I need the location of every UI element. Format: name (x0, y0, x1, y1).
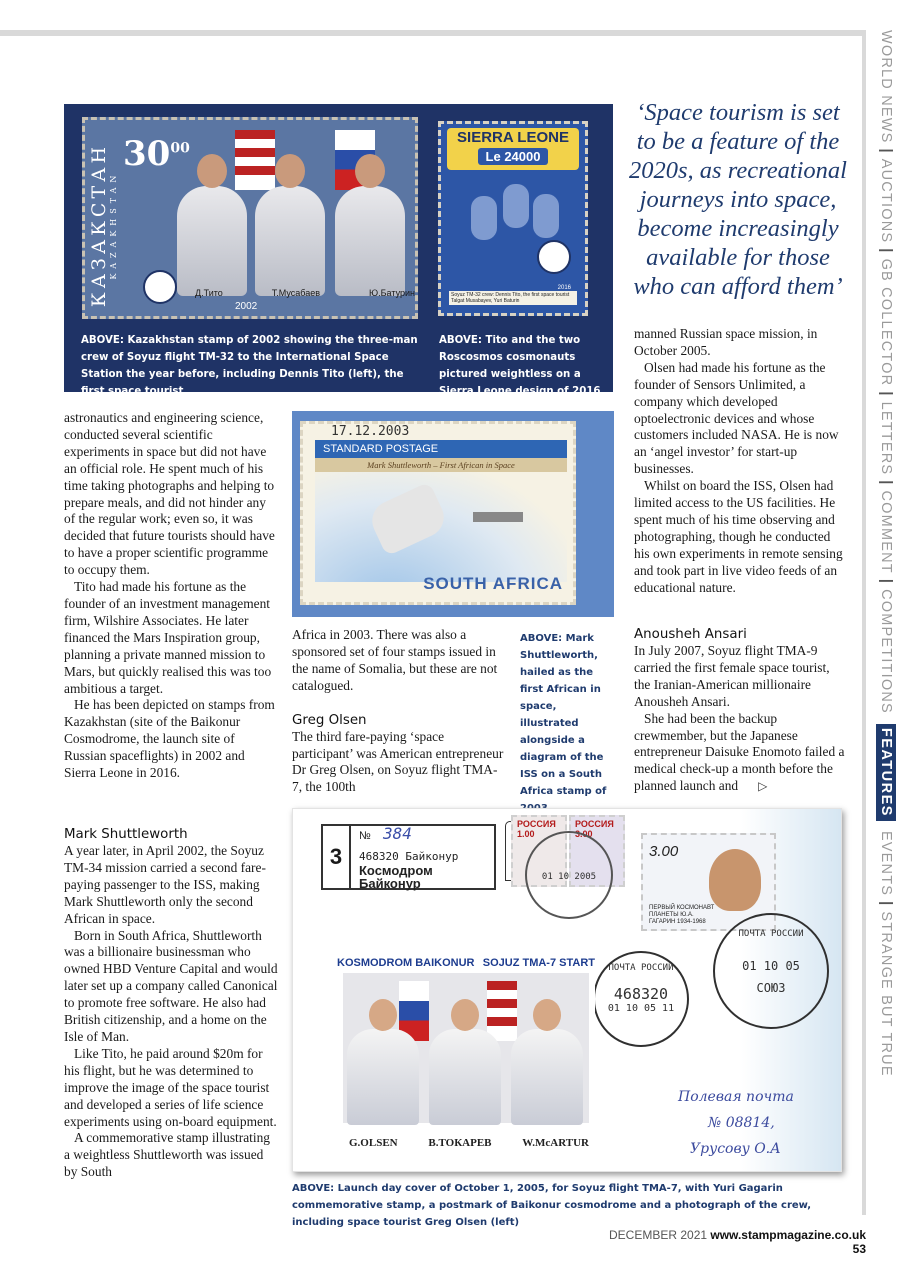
paragraph: Born in South Africa, Shuttleworth was a billionaire businessman who owned HBD Venture Capital and would later set up a company called Canonical to promote free software. He also had British citizenship, and a home on the Isle of Man. (64, 927, 278, 1044)
paragraph: Olsen had made his fortune as the founder of Sensors Unlimited, a company which developed optoelectronic devices and whose customers included NASA. He is now an ‘angel investor’ for start-up businesses. (634, 359, 839, 477)
crew-tokarev (429, 1029, 501, 1125)
south-africa-stamp-image (292, 411, 614, 617)
registration-label (321, 824, 496, 890)
astronaut-musabayev (255, 186, 325, 296)
page-footer (596, 1228, 866, 1256)
astronaut-tito (177, 186, 247, 296)
handwritten-address: Полевая почта № 08814, Урусову О.А (678, 1089, 794, 1157)
reg-number: 384 (383, 824, 412, 843)
heading-shuttleworth: Mark Shuttleworth (64, 827, 188, 842)
crew-photograph (337, 957, 595, 1155)
crew-name-olsen: G.OLSEN (349, 1137, 398, 1149)
caption-south-africa: ABOVE: Mark Shuttleworth, hailed as the first African in space, illustrated alongside a diagram of the ISS on a South Africa stamp of (520, 633, 607, 797)
paragraph: A year later, in April 2002, the Soyuz TM-34 mission carried a second fare-paying passenger to the ISS, making Mark Shuttleworth only the second African in space. (64, 843, 266, 926)
pull-quote: ‘Space tourism is set to be a feature of the 2020s, as recreational journeys into space, become increasingly available for those who can afford them’ (629, 99, 847, 300)
heading-ansari: Anousheh Ansari (634, 627, 747, 642)
gagarin-value: 3.00 (649, 843, 679, 860)
nav-comment[interactable]: COMMENT (878, 490, 894, 574)
paragraph: astronautics and engineering science, conducted several scientific experiments in space but did not have an official role. He spent much of his time taking photographs and helping to prepare meals, and did not hinder any of the regular work; even so, it was decided that future tourists should have to have a proper scientific programme to occupy them. (64, 410, 275, 578)
heading-olsen: Greg Olsen (292, 712, 367, 728)
body-column-right-top (634, 326, 849, 597)
reg-address: 468320 Байконур (359, 850, 459, 863)
reg-no-label: № (359, 830, 371, 842)
nav-competitions[interactable]: COMPETITIONS (878, 589, 894, 714)
mission-logo (143, 270, 177, 304)
paragraph: He has been depicted on stamps from Kazakhstan (site of the Baikonur Cosmodrome, the launch site of Russian spaceflights) in 2002 and Sierra Leone in 2016. (64, 697, 275, 781)
postmark-baikonur: 01 10 2005 (525, 831, 613, 919)
kz-value: $30^{00}$ (123, 134, 190, 174)
nav-features[interactable]: FEATURES (876, 724, 896, 821)
page-number: 53 (852, 1242, 866, 1256)
russia-stamp-1: РОССИЯ 1.00 (511, 815, 567, 887)
nav-events[interactable]: EVENTS (878, 830, 894, 897)
reg-cosmodrome: Космодром Байконур (359, 863, 433, 891)
body-column-right-bottom (634, 626, 849, 795)
sierra-leone-stamp (438, 121, 588, 316)
body-column-left-top (64, 410, 279, 782)
floating-astronaut-1 (471, 196, 497, 240)
nav-gb-collector[interactable]: GB COLLECTOR (878, 258, 894, 387)
body-column-middle (292, 627, 507, 796)
top-rule (0, 30, 866, 36)
kz-year: 2002 (235, 301, 258, 312)
floating-astronaut-2 (503, 184, 529, 228)
paragraph: The third fare-paying ‘space participant’ was American entrepreneur Dr Greg Olsen, on Soyuz flight TMA-7, the 100th (292, 728, 504, 795)
nav-auctions[interactable]: AUCTIONS (878, 158, 894, 244)
postmark-soyuz: ПОЧТА РОССИИ 01 10 05 СОЮЗ (713, 913, 829, 1029)
paragraph: She had been the backup crewmember, but the Japanese entrepreneur Daisuke Enomoto failed a medical check-up a month before the planned launch and ▷ (634, 710, 845, 794)
gagarin-text: ПЕРВЫЙ КОСМОНАВТ ПЛАНЕТЫ Ю.А. ГАГАРИН 1934-1968 (649, 905, 715, 925)
footer-site[interactable]: www.stampmagazine.co.uk (710, 1228, 866, 1242)
caption-sierra-leone: ABOVE: Tito and the two Roscosmos cosmonauts pictured weightless on a Sierra Leone design of 2016 (439, 335, 601, 397)
floating-astronaut-3 (533, 194, 559, 238)
launch-day-cover (292, 808, 842, 1172)
sl-country: SIERRA LEONE (457, 129, 569, 146)
continue-arrow-icon: ▷ (758, 779, 768, 794)
iss-diagram (473, 512, 523, 522)
sl-year: 2016 (557, 285, 571, 291)
paragraph: Whilst on board the ISS, Olsen had limited access to the US facilities. He spent much of his time observing and photographing, though he conducted his own experiments in remote sensing and took part in live video feeds of an educational nature. (634, 478, 843, 595)
russia-stamp-2: РОССИЯ 3.00 (569, 815, 625, 887)
sa-header: STANDARD POSTAGE (315, 440, 567, 458)
kz-name-baturin: Ю.Батурин (369, 288, 415, 298)
sl-stamp-caption: Soyuz TM-32 crew: Dennis Tito, the first space tourist Talgat Musabayev, Yuri Baturin (449, 291, 577, 305)
kz-name-tito: Д.Тито (195, 288, 223, 298)
kz-country-latin: KAZAKHSTAN (109, 170, 118, 280)
body-column-left-bottom (64, 826, 279, 1181)
kazakhstan-stamp (82, 117, 418, 319)
nav-world-news[interactable]: WORLD NEWS (878, 30, 894, 144)
section-nav: WORLD NEWS | AUCTIONS | GB COLLECTOR | LETTERS | COMMENT | COMPETITIONS FEATURES EVENTS | STRANGE BUT TRUE (878, 30, 894, 1077)
us-flag (487, 981, 517, 1041)
crew-name-tokarev: В.ТОКАРЕВ (428, 1137, 492, 1149)
paragraph: manned Russian space mission, in October 2005. (634, 326, 818, 358)
paragraph: Tito had made his fortune as the founder of an investment management firm, Wilshire Associates. He later financed the Mars Inspiration group, planning a private manned mission to Mars, but quickly realised this was too ambitious a target. (64, 579, 272, 696)
us-flag (235, 130, 275, 190)
footer-issue: DECEMBER 2021 (609, 1228, 708, 1242)
crew-name-mcarthur: W.McARTUR (522, 1137, 589, 1149)
nav-letters[interactable]: LETTERS (878, 401, 894, 476)
banner-left: KOSMODROM BAIKONUR (337, 957, 475, 969)
paragraph: Like Tito, he paid around $20m for his flight, but he was determined to improve the image of the space tourist and developed a series of life science experiments using on-board equipment. (64, 1045, 277, 1129)
sa-country: SOUTH AFRICA (423, 574, 563, 593)
south-africa-stamp (300, 421, 576, 605)
astronaut-baturin (335, 186, 405, 296)
paragraph: A commemorative stamp illustrating a weightless Shuttleworth was issued by South (64, 1130, 270, 1180)
nav-strange-but-true[interactable]: STRANGE BUT TRUE (878, 911, 894, 1077)
sl-value: Le 24000 (478, 148, 549, 165)
gagarin-portrait (709, 849, 761, 911)
kz-name-musabayev: Т.Мусабаев (271, 288, 321, 298)
sa-postmark-date: 17.12.2003 (331, 424, 410, 439)
caption-cover: ABOVE: Launch day cover of October 1, 2005, for Soyuz flight TMA-7, with Yuri Gagarin commemorative stamp, a postmark of Baikonur cosmodrome and a photograph of the crew, including space tourist Greg Olsen (left) (292, 1183, 812, 1228)
side-rule (862, 30, 866, 1215)
banner-right: SOJUZ TMA-7 START (482, 957, 595, 969)
kz-country: КАЗАКСТАН (88, 142, 110, 308)
sa-subtitle: Mark Shuttleworth – First African in Space (315, 458, 567, 472)
paragraph: Africa in 2003. There was also a sponsored set of four stamps issued in the name of Somalia, but these are not catalogued. (292, 627, 498, 693)
sl-mission-logo (537, 240, 571, 274)
caption-kazakhstan: ABOVE: Kazakhstan stamp of 2002 showing the three-man crew of Soyuz flight TM-32 to the International Space Station the year before, including Dennis Tito (left), the first space tourist (81, 335, 418, 397)
reg-box-number: 3 (323, 826, 351, 888)
postmark-468320: ПОЧТА РОССИИ 468320 01 10 05 11 (593, 951, 689, 1047)
crew-olsen (347, 1029, 419, 1125)
paragraph: In July 2007, Soyuz flight TMA-9 carried the first female space tourist, the Iranian-American millionaire Anousheh Ansari. (634, 643, 830, 709)
crew-mcarthur (511, 1029, 583, 1125)
